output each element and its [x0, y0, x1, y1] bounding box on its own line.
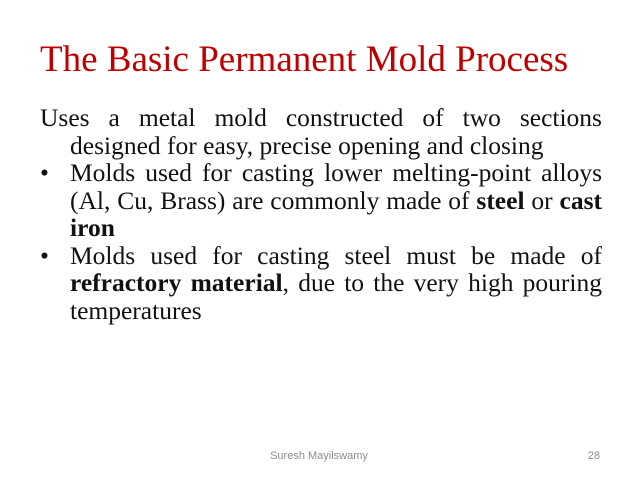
- footer-page-number: 28: [587, 450, 600, 462]
- bullet-item-molds-steel: [40, 159, 602, 242]
- intro-paragraph: Uses a metal mold constructed of two sections designed for easy, precise opening and closing: [40, 103, 602, 160]
- slide-body: [40, 104, 602, 324]
- bold-term: steel: [476, 185, 525, 215]
- slide-title: The Basic Permanent Mold Process: [40, 39, 569, 80]
- bullet-text: Molds used for casting steel must be made of: [70, 240, 602, 270]
- bold-term: cast iron: [70, 185, 602, 242]
- bullet-text: , due to the very high pouring temperatures: [70, 268, 602, 325]
- bullet-text: or: [524, 185, 560, 215]
- footer-author: Suresh Mayilswamy: [270, 450, 368, 462]
- bullet-text: Molds used for casting lower melting-point alloys (Al, Cu, Brass) are commonly made of: [70, 158, 602, 215]
- bullet-item-molds-refractory: [40, 242, 602, 325]
- bold-term: refractory material: [70, 268, 283, 297]
- bullet-icon: •: [40, 158, 49, 187]
- bullet-icon: •: [40, 240, 49, 270]
